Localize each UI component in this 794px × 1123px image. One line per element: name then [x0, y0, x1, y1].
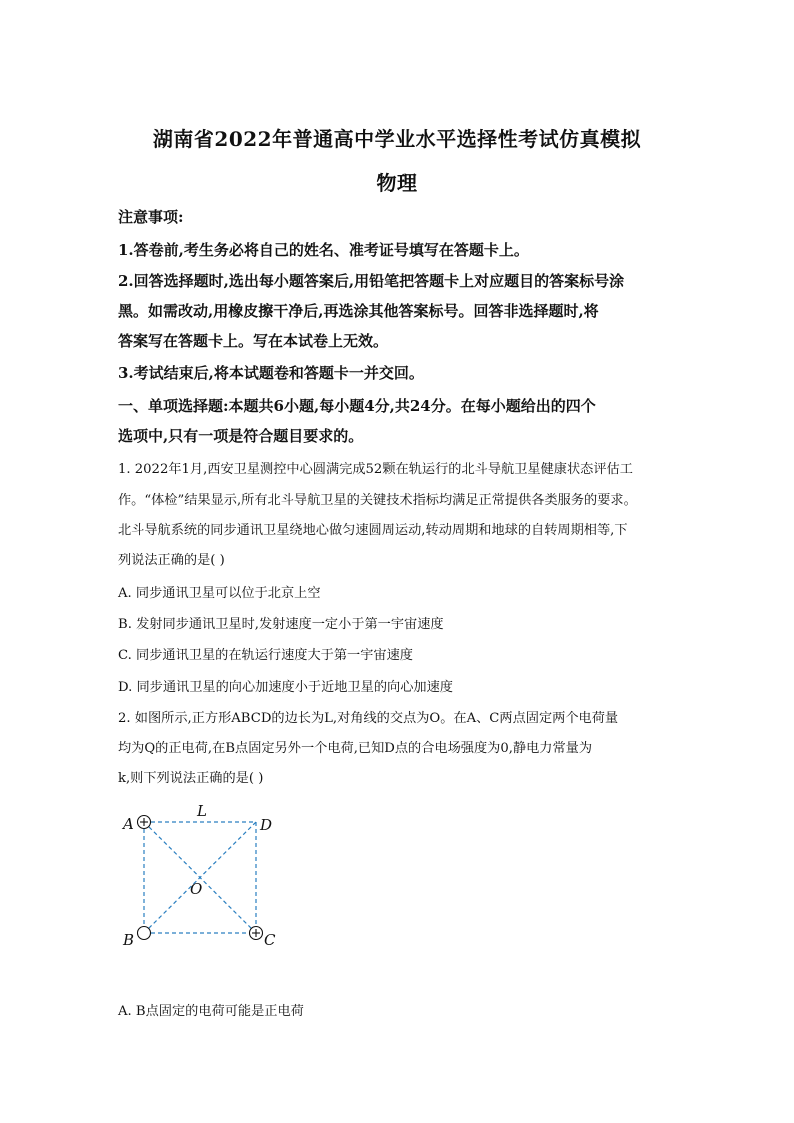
q1-option-b: B. 发射同步通讯卫星时,发射速度一定小于第一宇宙速度 — [118, 617, 444, 632]
q1-stem-line-3: 北斗导航系统的同步通讯卫星绕地心做匀速圆周运动,转动周期和地球的自转周期相等,下 — [118, 523, 628, 538]
q1-option-d: D. 同步通讯卫星的向心加速度小于近地卫星的向心加速度 — [118, 680, 453, 695]
label-l: L — [197, 802, 207, 820]
charge-b-icon — [138, 927, 151, 940]
charge-a-positive-icon — [138, 816, 151, 829]
subject-title: 物理 — [376, 171, 418, 195]
q2-stem-line-3: k,则下列说法正确的是( ) — [118, 771, 264, 786]
notice-item-2-line-2: 黑。如需改动,用橡皮擦干净后,再选涂其他答案标号。回答非选择题时,将 — [118, 302, 599, 320]
notice-item-2-line-3: 答案写在答题卡上。写在本试卷上无效。 — [118, 332, 389, 350]
label-d: D — [260, 816, 273, 834]
q1-stem-line-2: 作。“体检”结果显示,所有北斗导航卫星的关键技术指标均满足正常提供各类服务的要求。 — [118, 493, 637, 508]
notice-heading: 注意事项: — [118, 208, 184, 226]
q1-option-c: C. 同步通讯卫星的在轨运行速度大于第一宇宙速度 — [118, 648, 413, 663]
q1-stem-line-4: 列说法正确的是( ) — [118, 553, 225, 568]
q2-stem-line-1: 2. 如图所示,正方形ABCD的边长为L,对角线的交点为O。在A、C两点固定两个电荷量 — [118, 711, 619, 726]
q2-option-a: A. B点固定的电荷可能是正电荷 — [118, 1004, 304, 1019]
charge-c-positive-icon — [250, 927, 263, 940]
q2-square-diagram — [118, 800, 288, 950]
section1-heading-line-1: 一、单项选择题:本题共6小题,每小题4分,共24分。在每小题给出的四个 — [118, 397, 596, 415]
label-o: O — [190, 880, 203, 898]
label-b: B — [123, 931, 135, 949]
notice-item-3: 3.考试结束后,将本试题卷和答题卡一并交回。 — [118, 364, 424, 382]
section1-heading-line-2: 选项中,只有一项是符合题目要求的。 — [118, 427, 364, 445]
q1-stem-line-1: 1. 2022年1月,西安卫星测控中心圆满完成52颗在轨运行的北斗导航卫星健康状态评估工 — [118, 462, 633, 477]
exam-title: 湖南省2022年普通高中学业水平选择性考试仿真模拟 — [152, 127, 642, 151]
notice-item-2-line-1: 2.回答选择题时,选出每小题答案后,用铅笔把答题卡上对应题目的答案标号涂 — [118, 272, 625, 290]
notice-item-1: 1.答卷前,考生务必将自己的姓名、准考证号填写在答题卡上。 — [118, 241, 529, 259]
q1-option-a: A. 同步通讯卫星可以位于北京上空 — [118, 586, 321, 601]
label-a: A — [123, 815, 134, 833]
q2-stem-line-2: 均为Q的正电荷,在B点固定另外一个电荷,已知D点的合电场强度为0,静电力常量为 — [118, 741, 593, 756]
label-c: C — [264, 931, 276, 949]
